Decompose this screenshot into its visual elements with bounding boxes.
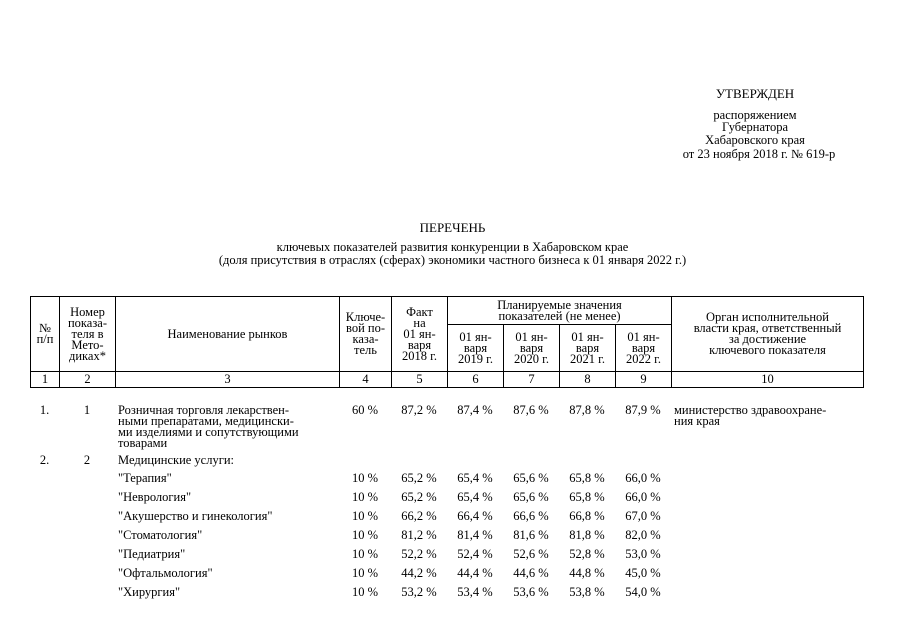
empty-cell <box>59 469 115 488</box>
subrow-plan-2019: 53,4 % <box>457 585 493 599</box>
subrow-fact-2018: 81,2 % <box>401 528 437 542</box>
subrow-market-name: "Акушерство и гинекология" <box>118 509 273 523</box>
approval-stamp <box>640 88 870 161</box>
approval-line: Хабаровского края <box>705 132 805 147</box>
header-num <box>31 297 60 372</box>
column-number: 9 <box>616 372 672 388</box>
table-subrow <box>30 583 863 602</box>
row-plan-2019: 87,4 % <box>457 403 493 417</box>
column-number-row <box>31 372 864 388</box>
header-text: теля в <box>71 326 104 341</box>
subrow-plan-2022: 67,0 % <box>625 509 661 523</box>
approval-title: УТВЕРЖДЕН <box>715 86 795 101</box>
empty-cell <box>59 545 115 564</box>
subrow-market-name: "Неврология" <box>118 490 192 504</box>
empty-cell <box>30 488 59 507</box>
subrow-plan-2019: 81,4 % <box>457 528 493 542</box>
subrow-plan-2019: 65,4 % <box>457 471 493 485</box>
empty-cell <box>671 526 863 545</box>
subrow-plan-2021: 65,8 % <box>569 471 605 485</box>
empty-cell <box>671 583 863 602</box>
column-number: 4 <box>340 372 392 388</box>
header-text: варя <box>519 340 544 355</box>
subrow-plan-2019: 65,4 % <box>457 490 493 504</box>
header-text: вой по- <box>346 321 385 335</box>
column-number: 5 <box>392 372 448 388</box>
subrow-plan-2019: 52,4 % <box>457 547 493 561</box>
header-plan-2022 <box>616 325 672 372</box>
table-subrow <box>30 469 863 488</box>
header-text: власти края, ответственный <box>693 321 842 335</box>
subrow-plan-2019: 66,4 % <box>457 509 493 523</box>
subrow-plan-2021: 81,8 % <box>569 528 605 542</box>
row-market-name: Медицинские услуги: <box>118 453 235 467</box>
empty-cell <box>59 583 115 602</box>
row-plan-2020 <box>503 449 559 469</box>
header-text: 01 ян- <box>571 329 604 344</box>
subrow-market-name: "Стоматология" <box>118 528 203 542</box>
header-text: варя <box>407 337 432 352</box>
authority-text: ния края <box>674 414 720 428</box>
header-text: Номер <box>70 304 105 319</box>
header-text: № <box>39 321 51 335</box>
header-text: 01 ян- <box>515 329 548 344</box>
header-text: 2019 г. <box>458 351 493 366</box>
subrow-key-indicator: 10 % <box>351 471 379 485</box>
empty-cell <box>59 526 115 545</box>
empty-cell <box>671 469 863 488</box>
table-subrow <box>30 526 863 545</box>
subrow-plan-2020: 65,6 % <box>513 490 549 504</box>
subtitle-line: ключевых показателей развития конкуренции в Хабаровском крае <box>276 240 629 254</box>
header-market-name: Наименование рынков <box>116 297 340 372</box>
table-subrow <box>30 507 863 526</box>
subrow-plan-2021: 65,8 % <box>569 490 605 504</box>
row-plan-2022: 87,9 % <box>625 403 661 417</box>
empty-cell <box>671 564 863 583</box>
subrow-plan-2021: 66,8 % <box>569 509 605 523</box>
header-text: Ключе- <box>345 310 386 324</box>
subrow-fact-2018: 65,2 % <box>401 490 437 504</box>
subrow-plan-2020: 81,6 % <box>513 528 549 542</box>
header-text: 2021 г. <box>570 351 605 366</box>
header-text: 2022 г. <box>626 351 661 366</box>
column-number: 2 <box>60 372 116 388</box>
subrow-key-indicator: 10 % <box>351 585 379 599</box>
subtitle-line: (доля присутствия в отраслях (сферах) экономики частного бизнеса к 01 января 2022 г.) <box>218 252 687 267</box>
row-key-indicator: 60 % <box>351 403 379 417</box>
empty-cell <box>30 583 59 602</box>
header-text: ключевого показателя <box>709 343 826 357</box>
subrow-fact-2018: 52,2 % <box>401 547 437 561</box>
column-number: 7 <box>504 372 560 388</box>
empty-cell <box>30 469 59 488</box>
header-text: тель <box>354 343 377 357</box>
market-text: товарами <box>118 436 168 450</box>
subrow-fact-2018: 53,2 % <box>401 585 437 599</box>
header-text: Планируемые значения <box>497 297 622 312</box>
subrow-key-indicator: 10 % <box>351 509 379 523</box>
empty-cell <box>59 564 115 583</box>
subrow-market-name: "Хирургия" <box>118 585 181 599</box>
header-text: за достижение <box>728 332 807 346</box>
subrow-plan-2021: 52,8 % <box>569 547 605 561</box>
row-plan-2022 <box>615 449 671 469</box>
empty-cell <box>671 545 863 564</box>
header-plan-2019 <box>448 325 504 372</box>
row-key-indicator <box>339 449 391 469</box>
header-text: показателей (не менее) <box>498 308 621 323</box>
header-text: на <box>413 315 426 330</box>
column-number: 8 <box>560 372 616 388</box>
header-plan-2021 <box>560 325 616 372</box>
subrow-plan-2020: 44,6 % <box>513 566 549 580</box>
header-method-number <box>60 297 116 372</box>
table-row <box>30 449 863 469</box>
header-responsible-authority <box>672 297 864 372</box>
document-title: ПЕРЕЧЕНЬ <box>419 220 486 235</box>
subrow-plan-2022: 82,0 % <box>625 528 661 542</box>
approval-line: Губернатора <box>721 120 789 134</box>
header-text: Орган исполнительной <box>706 310 829 324</box>
header-text: диках* <box>69 348 106 363</box>
row-plan-2021: 87,8 % <box>569 403 605 417</box>
table-subrow <box>30 488 863 507</box>
empty-cell <box>59 488 115 507</box>
row-num: 2. <box>39 453 50 467</box>
table-row <box>30 401 863 449</box>
empty-cell <box>671 507 863 526</box>
table-subrow <box>30 545 863 564</box>
header-text: 2018 г. <box>402 348 437 363</box>
subrow-plan-2022: 45,0 % <box>625 566 661 580</box>
approval-date: от 23 ноября 2018 г. № 619-р <box>682 147 836 161</box>
subrow-market-name: "Педиатрия" <box>118 547 186 561</box>
header-text: 01 ян- <box>459 329 492 344</box>
market-text: ными препаратами, медицински- <box>118 414 294 428</box>
table-subrow <box>30 564 863 583</box>
subrow-key-indicator: 10 % <box>351 490 379 504</box>
header-text: Мето- <box>71 337 104 352</box>
subrow-fact-2018: 65,2 % <box>401 471 437 485</box>
market-text: ми изделиями и сопутствующими <box>118 425 299 439</box>
column-number: 10 <box>672 372 864 388</box>
row-authority <box>671 449 863 469</box>
header-text: п/п <box>36 332 54 346</box>
subrow-plan-2022: 54,0 % <box>625 585 661 599</box>
market-text: Розничная торговля лекарствен- <box>118 403 290 417</box>
subrow-plan-2021: 44,8 % <box>569 566 605 580</box>
indicator-table-body <box>30 401 863 602</box>
header-planned-values <box>448 297 672 325</box>
row-fact-2018 <box>391 449 447 469</box>
row-authority <box>671 401 863 449</box>
column-number: 1 <box>31 372 60 388</box>
empty-cell <box>30 564 59 583</box>
header-text: 2020 г. <box>514 351 549 366</box>
header-text: 01 ян- <box>403 326 436 341</box>
subrow-plan-2020: 52,6 % <box>513 547 549 561</box>
subrow-fact-2018: 44,2 % <box>401 566 437 580</box>
authority-text: министерство здравоохране- <box>674 403 827 417</box>
subrow-plan-2022: 53,0 % <box>625 547 661 561</box>
approval-line: распоряжением <box>713 107 797 122</box>
header-text: варя <box>463 340 488 355</box>
row-plan-2020: 87,6 % <box>513 403 549 417</box>
empty-cell <box>30 507 59 526</box>
empty-cell <box>671 488 863 507</box>
subrow-market-name: "Терапия" <box>118 471 172 485</box>
row-market-name <box>115 401 339 449</box>
row-plan-2019 <box>447 449 503 469</box>
indicator-table-header <box>30 296 864 388</box>
header-text: показа- <box>67 315 108 330</box>
column-number: 6 <box>448 372 504 388</box>
empty-cell <box>30 526 59 545</box>
header-text: каза- <box>352 332 379 346</box>
row-method-number: 1 <box>83 403 91 417</box>
row-num: 1. <box>39 403 50 417</box>
empty-cell <box>59 507 115 526</box>
header-text: Факт <box>406 304 433 319</box>
subrow-key-indicator: 10 % <box>351 528 379 542</box>
subrow-plan-2022: 66,0 % <box>625 471 661 485</box>
subrow-market-name: "Офтальмология" <box>118 566 213 580</box>
header-text: варя <box>575 340 600 355</box>
subrow-key-indicator: 10 % <box>351 566 379 580</box>
header-fact-2018 <box>392 297 448 372</box>
document-subtitle <box>0 241 905 266</box>
column-number: 3 <box>116 372 340 388</box>
subrow-plan-2020: 66,6 % <box>513 509 549 523</box>
subrow-plan-2021: 53,8 % <box>569 585 605 599</box>
subrow-plan-2019: 44,4 % <box>457 566 493 580</box>
empty-cell <box>30 545 59 564</box>
header-key-indicator <box>340 297 392 372</box>
subrow-plan-2020: 65,6 % <box>513 471 549 485</box>
header-plan-2020 <box>504 325 560 372</box>
row-fact-2018: 87,2 % <box>401 403 437 417</box>
subrow-plan-2020: 53,6 % <box>513 585 549 599</box>
subrow-key-indicator: 10 % <box>351 547 379 561</box>
row-plan-2021 <box>559 449 615 469</box>
subrow-fact-2018: 66,2 % <box>401 509 437 523</box>
row-method-number: 2 <box>83 453 91 467</box>
subrow-plan-2022: 66,0 % <box>625 490 661 504</box>
header-text: 01 ян- <box>627 329 660 344</box>
header-text: варя <box>631 340 656 355</box>
